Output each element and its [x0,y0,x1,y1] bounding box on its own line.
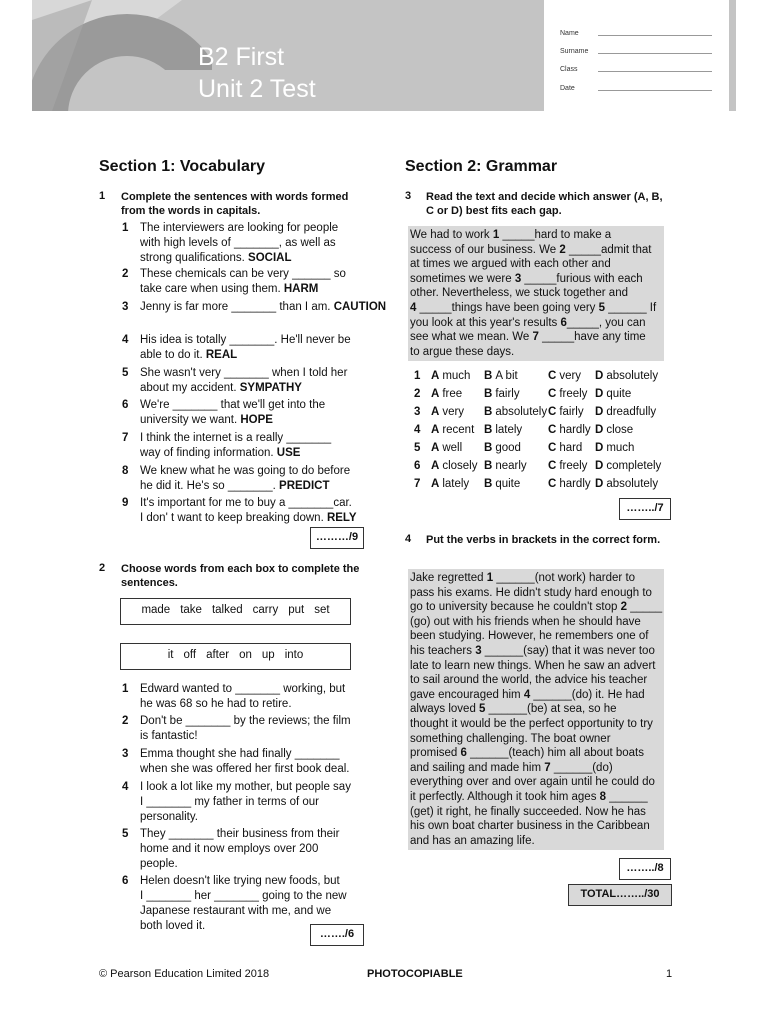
box-word: into [284,649,304,661]
mc-option-row [414,475,670,493]
text-line: it perfectly. Although it took him ages 8 ______ [410,790,648,803]
capital-word: SYMPATHY [236,382,302,394]
text-line: to argue these days. [410,345,515,358]
answer-option-b[interactable]: B A bit [484,370,518,382]
answer-option-b[interactable]: B nearly [484,460,527,472]
sentence-line: His idea is totally _______. He'll never be [140,334,351,346]
capital-word: SOCIAL [244,252,292,264]
q4-score-box: ……../8 [619,858,671,880]
q2-instruction: Choose words from each box to complete the sentences. [121,563,360,589]
option-number: 5 [414,442,421,454]
answer-option-d[interactable]: D close [595,424,634,436]
text-line: something challenging. The boat owner [410,732,611,745]
sentence-line: he did it. He's so _______. PREDICT [140,480,330,492]
q1-number: 1 [99,190,106,202]
mc-option-row [414,439,670,457]
answer-option-c[interactable]: C hardly [548,478,591,490]
text-line: sometimes we were 3 _____furious with each [410,272,643,285]
q1-instruction: Complete the sentences with words formed from the words in capitals. [121,191,349,217]
answer-option-b[interactable]: B fairly [484,388,520,400]
text-line: thought it would be the perfect opportunity to try [410,717,653,730]
sentence-line: way of finding information. USE [140,447,301,459]
sentence-line: strong qualifications. SOCIAL [140,252,292,264]
answer-option-d[interactable]: D much [595,442,635,454]
answer-option-d[interactable]: D quite [595,388,632,400]
text-line: and sailing and made him 7 ______(do) [410,761,613,774]
item-sentence [140,267,346,297]
item-number: 9 [122,497,129,509]
photocopiable-label: PHOTOCOPIABLE [367,968,463,980]
word-box-particles [120,643,351,670]
q2-number: 2 [99,562,106,574]
item-sentence [140,780,351,825]
item-sentence [140,333,351,363]
answer-option-d[interactable]: D absolutely [595,370,659,382]
text-line: at times we argued with each other and [410,258,611,271]
box-word: after [206,649,230,661]
sentence-line: Edward wanted to _______ working, but [140,683,346,695]
test-title-level: B2 First [198,43,285,71]
text-line: other. Nevertheless, we stuck together and [410,287,628,300]
text-line: see what we mean. We 7 _____have any time [410,331,646,344]
capital-word: PREDICT [275,480,330,492]
item-number: 1 [122,683,129,695]
date-field[interactable]: Date [560,85,712,92]
student-info-box [544,0,729,111]
item-number: 4 [122,781,129,793]
item-sentence [140,366,347,396]
option-number: 4 [414,424,421,436]
mc-option-row [414,421,670,439]
item-number: 4 [122,334,129,346]
text-line: (get) it right, he finally succeeded. Now he has [410,805,646,818]
test-title-unit: Unit 2 Test [198,75,316,103]
sentence-line: when she was offered her first book deal. [140,763,350,775]
item-number: 1 [122,222,129,234]
sentence-line: people. [140,858,178,870]
box-word: on [239,649,252,661]
name-field[interactable]: Name [560,30,712,37]
sentence-line: We knew what he was going to do before [140,465,351,477]
option-number: 2 [414,388,421,400]
item-number: 6 [122,875,129,887]
answer-option-d[interactable]: D completely [595,460,662,472]
sentence-line: I think the internet is a really _______ [140,432,332,444]
text-line: his own boat charter business in the Caribbean [410,820,650,833]
sentence-line: These chemicals can be very ______ so [140,268,346,280]
text-line: everything over and over again until he could do [410,776,655,789]
text-line: promised 6 ______(teach) him all about boats [410,747,644,760]
box-word: made [141,604,171,616]
sentence-line: I _______ my father in terms of our [140,796,319,808]
item-number: 8 [122,465,129,477]
text-line: (go) out with his friends when he should have [410,615,641,628]
q3-instruction: Read the text and decide which answer (A, B, C or D) best fits each gap. [426,191,663,217]
option-number: 1 [414,370,421,382]
mc-option-row [414,367,670,385]
box-word: take [180,604,202,616]
answer-option-a[interactable]: A recent [431,424,475,436]
sentence-line: Don't be _______ by the reviews; the film [140,715,351,727]
sentence-line: It's important for me to buy a _______car. [140,497,352,509]
text-line: gave encouraged him 4 ______(do) it. He had [410,688,645,701]
sentence-line: able to do it. REAL [140,349,238,361]
sentence-line: home and it now employs over 200 [140,843,319,855]
item-number: 3 [122,748,129,760]
item-sentence [140,496,357,526]
item-sentence [140,464,350,494]
answer-option-c[interactable]: C very [548,370,582,382]
item-number: 3 [122,301,129,313]
page-number: 1 [666,968,673,980]
item-sentence [140,714,351,744]
section2-title: Section 2: Grammar [405,158,558,175]
sentence-line: The interviewers are looking for people [140,222,339,234]
mc-option-row [414,457,670,475]
q4-number: 4 [405,533,412,545]
item-sentence [140,300,386,315]
sentence-line: Jenny is far more _______ than I am. CAUTION [140,301,387,313]
sentence-line: She wasn't very _______ when I told her [140,367,348,379]
mc-option-row [414,385,670,403]
answer-option-c[interactable]: C hard [548,442,583,454]
copyright-notice: © Pearson Education Limited 2018 [99,968,270,980]
answer-option-b[interactable]: B absolutely [484,406,548,418]
class-field[interactable]: Class [560,66,712,73]
capital-word: CAUTION [330,301,387,313]
q1-score-box: ………/9 [310,527,364,549]
sentence-line: is fantastic! [140,730,198,742]
box-word: off [183,649,197,661]
item-sentence [140,682,345,712]
item-sentence [140,827,339,872]
surname-field[interactable]: Surname [560,48,712,55]
sentence-line: I _______ her _______ going to the new [140,890,347,902]
mc-option-row [414,403,670,421]
answer-option-d[interactable]: D dreadfully [595,406,657,418]
answer-option-a[interactable]: A lately [431,478,470,490]
answer-option-c[interactable]: C freely [548,388,588,400]
answer-option-c[interactable]: C fairly [548,406,584,418]
text-line: go to university because he couldn't stop 2 _____ [410,601,663,614]
item-sentence [140,747,349,777]
answer-option-d[interactable]: D absolutely [595,478,659,490]
q4-verb-text [408,569,664,850]
sentence-line: Helen doesn't like trying new foods, but [140,875,340,887]
answer-option-b[interactable]: B lately [484,424,523,436]
text-line: pass his exams. He didn't study hard enough to [410,586,652,599]
item-number: 7 [122,432,129,444]
answer-option-c[interactable]: C freely [548,460,588,472]
pearson-g-logo [32,0,212,111]
text-line: you look at this year's results 6_____, you can [410,316,646,329]
capital-word: REAL [202,349,238,361]
capital-word: USE [273,447,301,459]
capital-word: RELY [323,512,357,524]
sentence-line: personality. [140,811,198,823]
q2-score-box: ……./6 [310,924,364,946]
text-line: and has an amazing life. [410,834,535,847]
q4-instruction: Put the verbs in brackets in the correct form. [426,534,661,546]
sentence-line: They _______ their business from their [140,828,340,840]
option-number: 3 [414,406,421,418]
item-number: 2 [122,268,129,280]
text-line: We had to work 1 _____hard to make a [410,229,612,241]
sentence-line: We're _______ that we'll get into the [140,399,326,411]
answer-option-a[interactable]: A much [431,370,471,382]
text-line: been studying. However, he remembers one of [410,630,649,643]
word-box-verbs [120,598,351,625]
sentence-line: about my accident. SYMPATHY [140,382,302,394]
text-line: to sail around the world, the advice his teacher [410,674,648,687]
answer-option-b[interactable]: B quite [484,478,521,490]
sentence-line: he was 68 so he had to retire. [140,698,292,710]
text-line: Jake regretted 1 ______(not work) harder to [410,572,636,584]
answer-option-a[interactable]: A free [431,388,463,400]
text-line: always loved 5 ______(be) at sea, so he [410,703,617,716]
box-word: up [261,649,275,661]
item-sentence [140,221,338,266]
sentence-line: university we want. HOPE [140,414,273,426]
sentence-line: both loved it. [140,920,206,932]
option-number: 6 [414,460,421,472]
sentence-line: I don' t want to keep breaking down. RELY [140,512,357,524]
q3-number: 3 [405,190,412,202]
text-line: 4 _____things have been going very 5 ______ If [410,301,657,314]
item-sentence [140,431,331,461]
box-word: it [167,649,174,661]
sentence-line: with high levels of _______, as well as [140,237,336,249]
box-word: put [288,604,305,616]
answer-option-b[interactable]: B good [484,442,521,454]
text-line: his teachers 3 ______(say) that it was never too [410,644,655,657]
section1-title: Section 1: Vocabulary [99,158,265,175]
total-score-box: TOTAL……../30 [568,884,672,906]
sentence-line: Japanese restaurant with me, and we [140,905,332,917]
option-number: 7 [414,478,421,490]
item-sentence [140,398,325,428]
item-number: 6 [122,399,129,411]
item-number: 5 [122,828,129,840]
answer-option-a[interactable]: A closely [431,460,478,472]
text-line: late to learn new things. When he saw an advert [410,659,656,672]
item-number: 5 [122,367,129,379]
capital-word: HOPE [237,414,273,426]
item-number: 2 [122,715,129,727]
answer-option-a[interactable]: A very [431,406,465,418]
answer-option-c[interactable]: C hardly [548,424,591,436]
sentence-line: Emma thought she had finally _______ [140,748,340,760]
box-word: talked [211,604,243,616]
sentence-line: take care when using them. HARM [140,283,319,295]
q3-score-box: ……../7 [619,498,671,520]
answer-option-a[interactable]: A well [431,442,463,454]
text-line: success of our business. We 2 _____admit that [410,243,652,256]
sentence-line: I look a lot like my mother, but people say [140,781,351,793]
box-word: set [314,604,330,616]
box-word: carry [252,604,279,616]
q3-gapped-text [408,226,664,361]
capital-word: HARM [280,283,319,295]
header-banner [32,0,736,111]
